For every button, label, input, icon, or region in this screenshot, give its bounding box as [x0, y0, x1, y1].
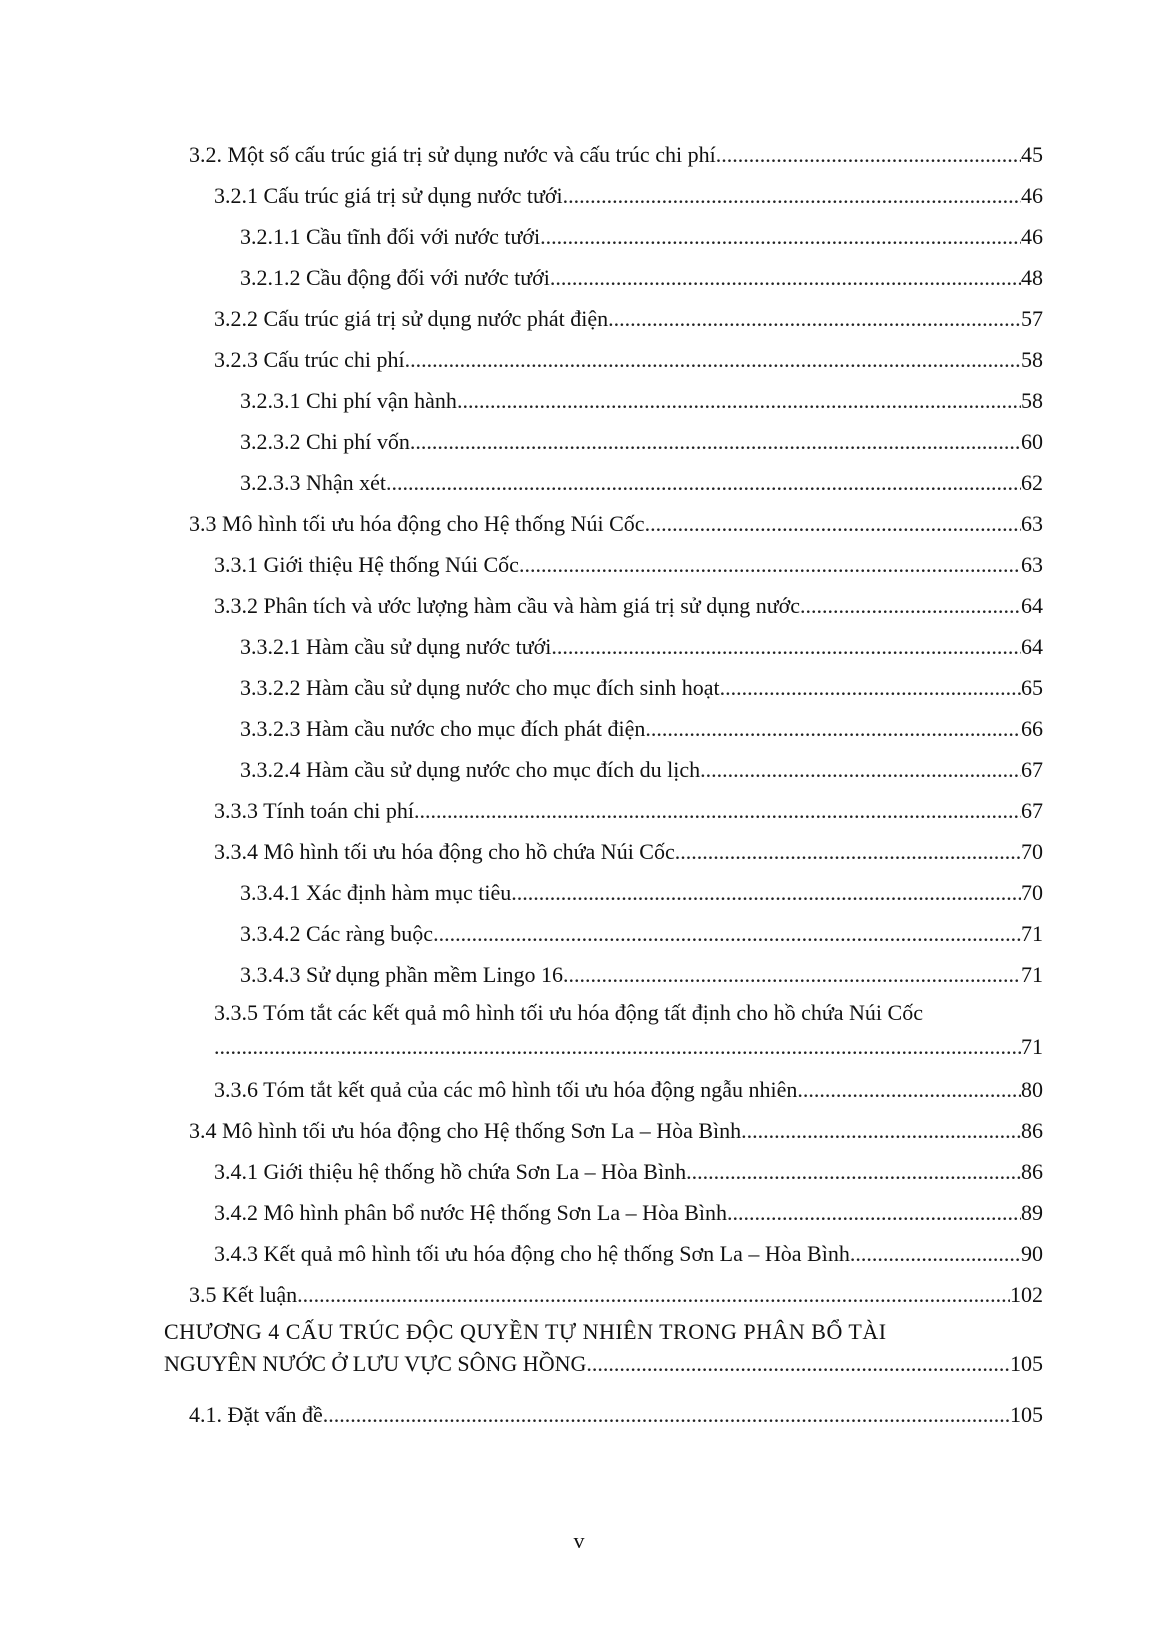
toc-page-number: 86 — [1021, 1159, 1043, 1184]
toc-entry[interactable] — [240, 256, 1043, 292]
toc-entry-label: 3.2.2 Cấu trúc giá trị sử dụng nước phát điện — [214, 306, 609, 331]
toc-entry-label: 3.2.3.3 Nhận xét — [240, 470, 387, 495]
toc-entry[interactable] — [214, 999, 1043, 1061]
toc-leader-dots — [850, 1240, 1021, 1268]
toc-leader-dots — [551, 633, 1021, 661]
toc-entry-label: 3.3.2.1 Hàm cầu sử dụng nước tưới — [240, 634, 552, 659]
toc-entry-label: 3.3.2 Phân tích và ước lượng hàm cầu và hàm giá trị sử dụng nước — [214, 593, 801, 618]
toc-leader-dots — [457, 387, 1021, 415]
toc-page-number: 65 — [1021, 675, 1043, 700]
toc-entry[interactable] — [214, 584, 1043, 620]
toc-page-number: 64 — [1021, 593, 1043, 618]
toc-page-number: 70 — [1021, 880, 1043, 905]
toc-entry-label: 3.3.4.2 Các ràng buộc — [240, 921, 434, 946]
toc-page-number: 105 — [1010, 1402, 1043, 1427]
toc-entry-label: 3.3.5 Tóm tắt các kết quả mô hình tối ưu hóa động tất định cho hồ chứa Núi Cốc — [214, 1000, 923, 1025]
toc-entry-label: 3.3.4 Mô hình tối ưu hóa động cho hồ chứa Núi Cốc — [214, 839, 675, 864]
toc-entry[interactable] — [240, 953, 1043, 989]
toc-entry-label: 3.2.1 Cấu trúc giá trị sử dụng nước tưới — [214, 183, 563, 208]
toc-page-number: 71 — [1021, 921, 1043, 946]
toc-leader-dots — [511, 879, 1021, 907]
toc-page-number: 70 — [1021, 839, 1043, 864]
toc-entry[interactable] — [214, 338, 1043, 374]
toc-entry[interactable] — [189, 133, 1043, 169]
toc-leader-dots — [608, 305, 1021, 333]
toc-entry-label: 3.4.1 Giới thiệu hệ thống hồ chứa Sơn La – Hòa Bình — [214, 1159, 687, 1184]
toc-page-number: 66 — [1021, 716, 1043, 741]
toc-entry-label: 3.2.3.2 Chi phí vốn — [240, 429, 410, 454]
toc-entry-label: 3.2.3 Cấu trúc chi phí — [214, 347, 405, 372]
toc-chapter-title-line2: NGUYÊN NƯỚC Ở LƯU VỰC SÔNG HỒNG — [164, 1351, 587, 1376]
toc-entry-label: 3.3.4.1 Xác định hàm mục tiêu — [240, 880, 512, 905]
toc-page-number: 58 — [1021, 347, 1043, 372]
toc-entry[interactable] — [214, 297, 1043, 333]
toc-leader-dots — [797, 1076, 1021, 1104]
toc-entry-label: 3.2.1.1 Cầu tĩnh đối với nước tưới — [240, 224, 541, 249]
toc-leader-dots — [386, 469, 1021, 497]
toc-page-number: 64 — [1021, 634, 1043, 659]
toc-leader-dots — [645, 510, 1021, 538]
toc-page-number: 67 — [1021, 757, 1043, 782]
toc-page-number: 63 — [1021, 511, 1043, 536]
toc-page-number: 63 — [1021, 552, 1043, 577]
toc-entry-label: 3.5 Kết luận — [189, 1282, 298, 1307]
toc-leader-dots — [741, 1117, 1021, 1145]
toc-leader-dots — [550, 264, 1021, 292]
toc-chapter-entry[interactable] — [164, 1318, 1043, 1378]
toc-entry-label: 4.1. Đặt vấn đề — [189, 1402, 323, 1427]
toc-leader-dots — [675, 838, 1021, 866]
toc-leader-dots — [720, 674, 1021, 702]
toc-page-number: 46 — [1021, 224, 1043, 249]
toc-page-number: 60 — [1021, 429, 1043, 454]
toc-leader-dots — [586, 1350, 1010, 1378]
toc-page-number: 71 — [1021, 962, 1043, 987]
toc-entry[interactable] — [214, 1232, 1043, 1268]
toc-page-number: 90 — [1021, 1241, 1043, 1266]
toc-entry[interactable] — [240, 666, 1043, 702]
toc-entry[interactable] — [240, 379, 1043, 415]
toc-leader-dots — [414, 797, 1021, 825]
toc-entry-label: 3.3.2.2 Hàm cầu sử dụng nước cho mục đích sinh hoạt — [240, 675, 720, 700]
toc-page-number: 102 — [1010, 1282, 1043, 1307]
toc-entry[interactable] — [189, 502, 1043, 538]
toc-entry-label: 3.3.6 Tóm tắt kết quả của các mô hình tối ưu hóa động ngẫu nhiên — [214, 1077, 798, 1102]
toc-page-number: 62 — [1021, 470, 1043, 495]
toc-entry[interactable] — [214, 830, 1043, 866]
toc-page-number: 45 — [1021, 142, 1043, 167]
toc-entry-label: 3.2.3.1 Chi phí vận hành — [240, 388, 457, 413]
toc-leader-dots — [323, 1401, 1010, 1429]
toc-page-number: 58 — [1021, 388, 1043, 413]
toc-entry-label: 3.3 Mô hình tối ưu hóa động cho Hệ thống Núi Cốc — [189, 511, 645, 536]
toc-entry-label: 3.4.2 Mô hình phân bổ nước Hệ thống Sơn La – Hòa Bình — [214, 1200, 728, 1225]
toc-entry[interactable] — [214, 174, 1043, 210]
toc-leader-dots — [433, 920, 1021, 948]
toc-entry[interactable] — [240, 625, 1043, 661]
toc-page-number: 86 — [1021, 1118, 1043, 1143]
toc-entry[interactable] — [189, 1273, 1043, 1309]
toc-leader-dots — [686, 1158, 1021, 1186]
toc-entry[interactable] — [240, 871, 1043, 907]
toc-page-number: 46 — [1021, 183, 1043, 208]
toc-entry-label: 3.3.4.3 Sử dụng phần mềm Lingo 16 — [240, 962, 563, 987]
toc-page-number: 48 — [1021, 265, 1043, 290]
toc-leader-dots — [519, 551, 1021, 579]
toc-page-number: 89 — [1021, 1200, 1043, 1225]
toc-leader-dots — [410, 428, 1021, 456]
toc-entry[interactable] — [240, 707, 1043, 743]
toc-entry[interactable] — [240, 215, 1043, 251]
toc-page-number: 57 — [1021, 306, 1043, 331]
toc-entry[interactable] — [214, 543, 1043, 579]
toc-leader-dots — [727, 1199, 1021, 1227]
toc-leader-dots — [563, 182, 1021, 210]
toc-leader-dots — [645, 715, 1021, 743]
toc-entry-label: 3.4.3 Kết quả mô hình tối ưu hóa động cho hệ thống Sơn La – Hòa Bình — [214, 1241, 850, 1266]
toc-leader-dots — [540, 223, 1021, 251]
toc-entry-label: 3.3.1 Giới thiệu Hệ thống Núi Cốc — [214, 552, 519, 577]
toc-leader-dots — [800, 592, 1021, 620]
toc-leader-dots — [716, 141, 1021, 169]
toc-leader-dots — [405, 346, 1021, 374]
toc-entry[interactable] — [189, 1393, 1043, 1429]
toc-page-number: 80 — [1021, 1077, 1043, 1102]
toc-entry[interactable] — [240, 748, 1043, 784]
toc-leader-dots — [297, 1281, 1010, 1309]
toc-entry[interactable] — [214, 1150, 1043, 1186]
toc-entry-label: 3.3.2.3 Hàm cầu nước cho mục đích phát điện — [240, 716, 646, 741]
toc-leader-dots — [214, 1033, 1021, 1061]
toc-entry-label: 3.4 Mô hình tối ưu hóa động cho Hệ thống Sơn La – Hòa Bình — [189, 1118, 742, 1143]
toc-page-number: 105 — [1010, 1351, 1043, 1376]
toc-chapter-title-line1: CHƯƠNG 4 CẤU TRÚC ĐỘC QUYỀN TỰ NHIÊN TRONG PHÂN BỔ TÀI — [164, 1319, 887, 1344]
toc-entry[interactable] — [240, 912, 1043, 948]
toc-leader-dots — [700, 756, 1021, 784]
toc-entry-label: 3.2.1.2 Cầu động đối với nước tưới — [240, 265, 550, 290]
toc-leader-dots — [563, 961, 1021, 989]
toc-entry-label: 3.3.3 Tính toán chi phí — [214, 798, 415, 823]
toc-entry[interactable] — [240, 420, 1043, 456]
toc-entry-label: 3.3.2.4 Hàm cầu sử dụng nước cho mục đích du lịch — [240, 757, 701, 782]
toc-entry[interactable] — [214, 1068, 1043, 1104]
toc-entry-label: 3.2. Một số cấu trúc giá trị sử dụng nước và cấu trúc chi phí — [189, 142, 716, 167]
toc-entry[interactable] — [214, 1191, 1043, 1227]
toc-entry[interactable] — [214, 789, 1043, 825]
toc-page-number: 71 — [1021, 1034, 1043, 1059]
toc-page-number: 67 — [1021, 798, 1043, 823]
toc-entry[interactable] — [240, 461, 1043, 497]
page-number-footer: v — [573, 1528, 585, 1553]
toc-entry[interactable] — [189, 1109, 1043, 1145]
